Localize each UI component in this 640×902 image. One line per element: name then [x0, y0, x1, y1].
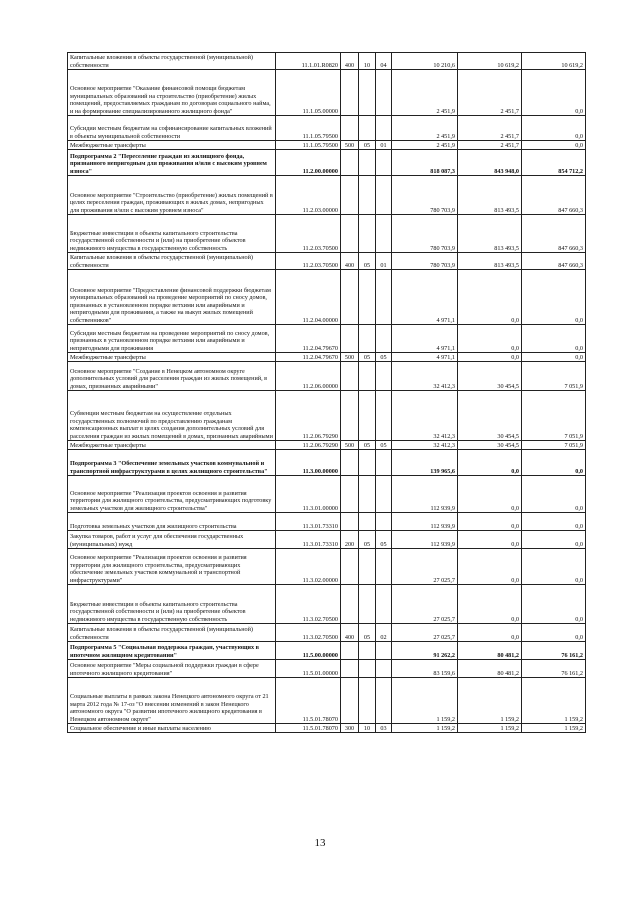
row-vr: 500 [341, 441, 359, 450]
row-code: 11.1.05.00000 [276, 70, 341, 116]
row-rz [359, 513, 376, 531]
row-value-3: 0,0 [522, 476, 586, 513]
row-name: Социальные выплаты в рамках закона Ненецкого автономного округа от 21 марта 2012 года № 17-оз "О внесении изменений в закон Ненецкого автономного округа "О развитии ипотечного жилищного кредитования в Ненецком автономном округе" [68, 678, 276, 724]
row-code: 11.2.06.79290 [276, 391, 341, 441]
row-name: Основное мероприятие "Реализация проектов освоения и развития территории для жилищного строительства, предусматривающих обеспечение земельных участков коммунальной и транспортной инфраструктурами" [68, 549, 276, 585]
row-value-2: 30 454,5 [458, 441, 522, 450]
row-value-3: 76 161,2 [522, 642, 586, 660]
row-value-3: 0,0 [522, 531, 586, 549]
row-vr [341, 116, 359, 141]
row-vr [341, 391, 359, 441]
row-value-3: 7 051,9 [522, 441, 586, 450]
row-code: 11.3.01.73310 [276, 513, 341, 531]
table-row [68, 476, 586, 513]
row-name: Социальное обеспечение и иные выплаты населению [68, 724, 276, 733]
row-rz [359, 270, 376, 325]
row-value-1: 780 703,9 [392, 176, 458, 215]
row-value-2: 0,0 [458, 624, 522, 642]
row-rz [359, 116, 376, 141]
row-rz [359, 476, 376, 513]
row-pr: 05 [376, 353, 392, 362]
row-name: Бюджетные инвестиции в объекты капитального строительства государственной собственности и (или) на приобретение объектов недвижимого имущества в государственную собственность [68, 585, 276, 624]
row-name: Закупка товаров, работ и услуг для обеспечения государственных (муниципальных) нужд [68, 531, 276, 549]
row-value-2: 0,0 [458, 325, 522, 353]
row-pr [376, 176, 392, 215]
row-value-2: 0,0 [458, 270, 522, 325]
row-value-2: 0,0 [458, 531, 522, 549]
row-value-2: 80 481,2 [458, 660, 522, 678]
row-value-2: 80 481,2 [458, 642, 522, 660]
row-name: Подпрограмма 2 "Переселение граждан из жилищного фонда, признанного непригодным для проживания и/или с высоким уровнем износа" [68, 150, 276, 176]
row-pr: 02 [376, 624, 392, 642]
row-code: 11.2.03.00000 [276, 176, 341, 215]
table-row [68, 141, 586, 150]
row-code: 11.2.00.00000 [276, 150, 341, 176]
row-value-3: 10 619,2 [522, 53, 586, 70]
row-pr [376, 549, 392, 585]
row-pr [376, 642, 392, 660]
table-row [68, 450, 586, 476]
row-rz: 05 [359, 441, 376, 450]
row-name: Подпрограмма 3 "Обеспечение земельных участков коммунальной и транспортной инфраструктурами в целях жилищного строительства" [68, 450, 276, 476]
table-row [68, 270, 586, 325]
row-value-1: 32 412,3 [392, 362, 458, 391]
row-value-1: 1 159,2 [392, 724, 458, 733]
row-code: 11.2.04.00000 [276, 270, 341, 325]
row-code: 11.1.05.79500 [276, 141, 341, 150]
row-rz: 10 [359, 724, 376, 733]
row-pr [376, 585, 392, 624]
row-value-1: 4 971,1 [392, 353, 458, 362]
row-rz: 05 [359, 624, 376, 642]
row-code: 11.5.01.78070 [276, 678, 341, 724]
row-rz [359, 678, 376, 724]
table-row [68, 441, 586, 450]
row-vr [341, 270, 359, 325]
row-name: Подпрограмма 5 "Социальная поддержка граждан, участвующих в ипотечном жилищном кредитовании" [68, 642, 276, 660]
row-value-1: 780 703,9 [392, 215, 458, 253]
row-pr [376, 116, 392, 141]
row-vr [341, 450, 359, 476]
row-value-2: 0,0 [458, 353, 522, 362]
row-value-1: 2 451,9 [392, 141, 458, 150]
row-value-3: 847 660,3 [522, 215, 586, 253]
row-rz [359, 215, 376, 253]
row-value-2: 813 493,5 [458, 215, 522, 253]
table-row [68, 678, 586, 724]
row-value-3: 847 660,3 [522, 253, 586, 270]
row-rz: 05 [359, 531, 376, 549]
row-value-3: 0,0 [522, 513, 586, 531]
row-pr [376, 70, 392, 116]
row-value-3: 0,0 [522, 116, 586, 141]
row-value-1: 83 159,6 [392, 660, 458, 678]
row-value-3: 847 660,3 [522, 176, 586, 215]
row-value-2: 2 451,7 [458, 70, 522, 116]
row-code: 11.3.02.00000 [276, 549, 341, 585]
row-value-3: 0,0 [522, 353, 586, 362]
row-pr [376, 450, 392, 476]
table-row [68, 624, 586, 642]
row-value-2: 0,0 [458, 476, 522, 513]
row-value-1: 91 262,2 [392, 642, 458, 660]
row-value-1: 2 451,9 [392, 70, 458, 116]
row-vr [341, 215, 359, 253]
row-value-1: 27 025,7 [392, 624, 458, 642]
row-code: 11.5.00.00000 [276, 642, 341, 660]
row-code: 11.3.01.00000 [276, 476, 341, 513]
row-name: Подготовка земельных участков для жилищного строительства [68, 513, 276, 531]
row-pr: 01 [376, 253, 392, 270]
row-value-1: 112 939,9 [392, 531, 458, 549]
row-value-2: 813 493,5 [458, 253, 522, 270]
row-code: 11.3.01.73310 [276, 531, 341, 549]
row-value-1: 4 971,1 [392, 270, 458, 325]
row-code: 11.2.03.70500 [276, 253, 341, 270]
row-value-1: 818 087,3 [392, 150, 458, 176]
table-row [68, 642, 586, 660]
row-value-1: 112 939,9 [392, 476, 458, 513]
row-value-3: 0,0 [522, 141, 586, 150]
row-name: Капитальные вложения в объекты государственной (муниципальной) собственности [68, 624, 276, 642]
row-value-2: 0,0 [458, 585, 522, 624]
row-code: 11.2.04.79670 [276, 325, 341, 353]
table-row [68, 724, 586, 733]
row-rz: 10 [359, 53, 376, 70]
row-rz [359, 362, 376, 391]
row-value-1: 32 412,3 [392, 391, 458, 441]
row-rz [359, 585, 376, 624]
budget-table [67, 52, 586, 733]
row-vr [341, 150, 359, 176]
table-row [68, 391, 586, 441]
row-name: Основное мероприятие "Строительство (приобретение) жилых помещений в целях переселения граждан, проживающих в жилых домах, непригодных для проживания и/или с высоким уровнем износа" [68, 176, 276, 215]
table-row [68, 353, 586, 362]
table-row [68, 253, 586, 270]
row-rz [359, 450, 376, 476]
table-row [68, 70, 586, 116]
row-value-3: 854 712,2 [522, 150, 586, 176]
row-vr [341, 660, 359, 678]
row-name: Основное мероприятие "Меры социальной поддержки граждан в сфере ипотечного жилищного кредитования" [68, 660, 276, 678]
row-name: Субвенции местным бюджетам на осуществление отдельных государственных полномочий по предоставлению гражданам компенсационных выплат в целях создания дополнительных условий для расселения граждан из жилых помещений в домах, признанных аварийными [68, 391, 276, 441]
row-vr [341, 176, 359, 215]
row-vr [341, 678, 359, 724]
row-vr: 300 [341, 724, 359, 733]
row-value-2: 813 493,5 [458, 176, 522, 215]
row-code: 11.5.01.00000 [276, 660, 341, 678]
row-name: Капитальные вложения в объекты государственной (муниципальной) собственности [68, 53, 276, 70]
row-name: Межбюджетные трансферты [68, 441, 276, 450]
row-rz [359, 70, 376, 116]
row-pr [376, 476, 392, 513]
row-pr [376, 678, 392, 724]
row-rz: 05 [359, 141, 376, 150]
table-row [68, 116, 586, 141]
table-row [68, 531, 586, 549]
row-value-1: 4 971,1 [392, 325, 458, 353]
row-value-3: 0,0 [522, 270, 586, 325]
table-row [68, 549, 586, 585]
row-pr [376, 325, 392, 353]
row-value-3: 0,0 [522, 549, 586, 585]
row-value-1: 27 025,7 [392, 585, 458, 624]
table-row [68, 150, 586, 176]
row-name: Бюджетные инвестиции в объекты капитального строительства государственной собственности и (или) на приобретение объектов недвижимого имущества в государственную собственность [68, 215, 276, 253]
row-value-1: 780 703,9 [392, 253, 458, 270]
row-value-2: 2 451,7 [458, 141, 522, 150]
row-value-3: 76 161,2 [522, 660, 586, 678]
table-row [68, 53, 586, 70]
row-pr [376, 150, 392, 176]
row-value-2: 1 159,2 [458, 724, 522, 733]
row-value-3: 7 051,9 [522, 391, 586, 441]
table-row [68, 362, 586, 391]
row-vr [341, 476, 359, 513]
row-pr: 05 [376, 531, 392, 549]
row-value-1: 2 451,9 [392, 116, 458, 141]
row-code: 11.5.01.78070 [276, 724, 341, 733]
row-vr [341, 585, 359, 624]
row-code: 11.2.06.79290 [276, 441, 341, 450]
row-value-2: 0,0 [458, 450, 522, 476]
row-pr [376, 362, 392, 391]
row-rz [359, 660, 376, 678]
row-vr: 200 [341, 531, 359, 549]
row-rz [359, 549, 376, 585]
row-name: Основное мероприятие "Создание в Ненецком автономном округе дополнительных условий для расселения граждан из жилых помещений, в домах, признанных аварийными" [68, 362, 276, 391]
row-code: 11.2.06.00000 [276, 362, 341, 391]
row-pr: 04 [376, 53, 392, 70]
table-row [68, 176, 586, 215]
row-code: 11.1.05.79500 [276, 116, 341, 141]
row-value-3: 0,0 [522, 450, 586, 476]
row-value-3: 7 051,9 [522, 362, 586, 391]
page-number: 13 [314, 837, 326, 849]
table-row [68, 325, 586, 353]
row-rz: 05 [359, 253, 376, 270]
budget-table-body [68, 53, 586, 733]
row-name: Межбюджетные трансферты [68, 141, 276, 150]
row-value-2: 30 454,5 [458, 391, 522, 441]
row-value-3: 0,0 [522, 325, 586, 353]
row-value-1: 139 965,6 [392, 450, 458, 476]
row-value-2: 0,0 [458, 549, 522, 585]
row-name: Межбюджетные трансферты [68, 353, 276, 362]
row-value-2: 2 451,7 [458, 116, 522, 141]
row-value-1: 112 939,9 [392, 513, 458, 531]
row-value-1: 32 412,3 [392, 441, 458, 450]
row-value-2: 30 454,5 [458, 362, 522, 391]
row-value-1: 10 210,6 [392, 53, 458, 70]
row-pr [376, 391, 392, 441]
row-pr: 01 [376, 141, 392, 150]
table-row [68, 215, 586, 253]
row-value-2: 1 159,2 [458, 678, 522, 724]
row-name: Субсидии местным бюджетам на софинансирование капитальных вложений в объекты муниципальной собственности [68, 116, 276, 141]
row-pr [376, 215, 392, 253]
row-rz: 05 [359, 353, 376, 362]
row-code: 11.2.04.79670 [276, 353, 341, 362]
row-rz [359, 642, 376, 660]
row-code: 11.1.01.R0820 [276, 53, 341, 70]
row-value-3: 0,0 [522, 585, 586, 624]
row-value-3: 1 159,2 [522, 724, 586, 733]
row-vr [341, 325, 359, 353]
table-row [68, 660, 586, 678]
row-rz [359, 391, 376, 441]
row-pr [376, 270, 392, 325]
row-vr: 400 [341, 624, 359, 642]
row-vr: 500 [341, 353, 359, 362]
row-value-2: 10 619,2 [458, 53, 522, 70]
row-name: Основное мероприятие "Реализация проектов освоения и развития территории для жилищного строительства, предусматривающих подготовку земельных участков для жилищного строительства" [68, 476, 276, 513]
table-row [68, 585, 586, 624]
row-name: Капитальные вложения в объекты государственной (муниципальной) собственности [68, 253, 276, 270]
row-rz [359, 325, 376, 353]
row-value-2: 0,0 [458, 513, 522, 531]
row-code: 11.3.02.70500 [276, 624, 341, 642]
row-name: Основное мероприятие "Предоставление финансовой поддержки бюджетам муниципальных образований на проведение мероприятий по сносу домов, признанных в установленном порядке ветхими или аварийными и непригодными для проживания, а также на выкуп жилых помещений собственников" [68, 270, 276, 325]
row-code: 11.3.00.00000 [276, 450, 341, 476]
row-code: 11.3.02.70500 [276, 585, 341, 624]
row-value-3: 0,0 [522, 624, 586, 642]
row-pr: 05 [376, 441, 392, 450]
row-vr [341, 362, 359, 391]
row-value-1: 1 159,2 [392, 678, 458, 724]
row-vr [341, 70, 359, 116]
row-name: Основное мероприятие "Оказание финансовой помощи бюджетам муниципальных образований на строительство (приобретение) жилых помещений, предоставляемых гражданам по договорам социального найма, и на формирование специализированного жилищного фонда" [68, 70, 276, 116]
row-value-2: 843 948,0 [458, 150, 522, 176]
row-value-1: 27 025,7 [392, 549, 458, 585]
row-value-3: 0,0 [522, 70, 586, 116]
row-vr [341, 513, 359, 531]
row-value-3: 1 159,2 [522, 678, 586, 724]
row-vr: 500 [341, 141, 359, 150]
row-name: Субсидии местным бюджетам на проведение мероприятий по сносу домов, признанных в установленном порядке ветхими или аварийными и непригодными для проживания [68, 325, 276, 353]
row-rz [359, 150, 376, 176]
row-pr [376, 513, 392, 531]
row-vr [341, 549, 359, 585]
row-code: 11.2.03.70500 [276, 215, 341, 253]
row-pr [376, 660, 392, 678]
row-pr: 03 [376, 724, 392, 733]
table-row [68, 513, 586, 531]
row-vr: 400 [341, 253, 359, 270]
row-rz [359, 176, 376, 215]
row-vr: 400 [341, 53, 359, 70]
row-vr [341, 642, 359, 660]
